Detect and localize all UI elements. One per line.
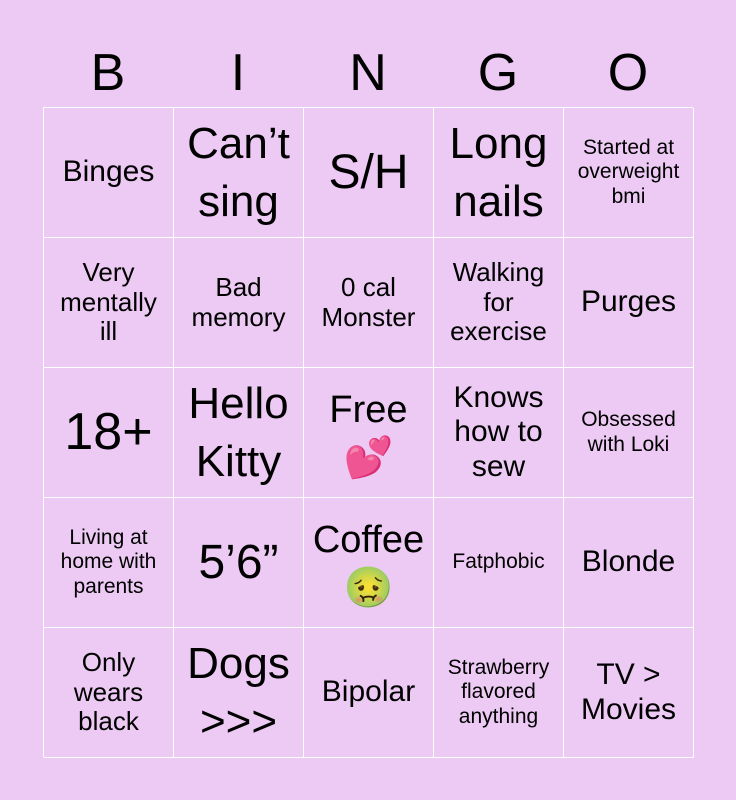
bingo-cell-text: Knows how to sew — [453, 380, 544, 483]
bingo-cell[interactable] — [304, 238, 434, 368]
bingo-cell-text: S/H — [328, 145, 409, 199]
bingo-cell-text: Living at home with parents — [60, 526, 157, 598]
bingo-cell-content — [581, 408, 676, 456]
bingo-cell-content — [313, 515, 424, 610]
bingo-header — [43, 40, 693, 106]
bingo-board — [43, 107, 693, 757]
bingo-cell[interactable] — [434, 498, 564, 628]
bingo-cell[interactable] — [174, 628, 304, 758]
bingo-cell[interactable] — [174, 238, 304, 368]
bingo-cell-content — [578, 136, 680, 208]
bingo-cell[interactable] — [564, 498, 694, 628]
bingo-cell-content — [581, 658, 676, 727]
bingo-cell-content — [453, 381, 543, 485]
bingo-cell-text: Very mentally ill — [60, 256, 157, 347]
bingo-cell[interactable] — [564, 238, 694, 368]
bingo-cell[interactable] — [434, 368, 564, 498]
bingo-cell-content — [322, 675, 415, 710]
bingo-cell-content — [74, 648, 143, 738]
bingo-cell-text: 18+ — [64, 402, 153, 461]
bingo-cell-text: Started at overweight bmi — [577, 136, 680, 208]
bingo-cell-content — [187, 635, 290, 749]
bingo-cell-content — [61, 526, 157, 598]
bingo-cell[interactable] — [44, 238, 174, 368]
bingo-cell-content — [60, 258, 157, 348]
bingo-cell-content — [187, 115, 290, 229]
bingo-cell-content — [448, 656, 550, 728]
bingo-cell-text: Walking for exercise — [450, 256, 547, 347]
bingo-cell-text: Blonde — [581, 545, 676, 579]
bingo-cell-text: Bad memory — [191, 271, 286, 332]
bingo-cell-content — [329, 385, 407, 480]
bingo-cell-content — [450, 258, 547, 348]
bingo-cell[interactable] — [174, 498, 304, 628]
bingo-cell-content — [322, 273, 416, 333]
bingo-cell-text: Can’t sing — [187, 119, 290, 226]
bingo-cell-text: 5’6” — [198, 535, 279, 589]
header-letter-i: I — [230, 44, 246, 102]
bingo-cell-text: Bipolar — [321, 675, 416, 709]
bingo-cell-text: Hello Kitty — [188, 379, 289, 486]
bingo-cell-content — [452, 550, 544, 574]
bingo-cell[interactable] — [564, 628, 694, 758]
bingo-cell-text: Free — [329, 388, 408, 431]
bingo-cell[interactable] — [564, 108, 694, 238]
bingo-cell-text: Obsessed with Loki — [581, 408, 676, 456]
bingo-cell-content — [582, 545, 675, 580]
bingo-cell-content — [328, 145, 408, 200]
bingo-cell-content — [188, 375, 288, 489]
bingo-cell-content — [63, 155, 155, 190]
bingo-cell-text: Coffee — [312, 518, 425, 561]
nauseated-face-emoji-icon: 🤢 — [343, 566, 394, 611]
bingo-cell[interactable] — [44, 628, 174, 758]
bingo-cell-content — [198, 535, 278, 590]
bingo-cell-text: Binges — [62, 155, 155, 189]
bingo-cell-content — [192, 273, 286, 333]
header-letter-g: G — [477, 44, 519, 102]
bingo-cell[interactable] — [304, 368, 434, 498]
bingo-cell-text: 0 cal Monster — [321, 271, 416, 332]
bingo-cell-content — [581, 285, 676, 320]
bingo-cell[interactable] — [304, 498, 434, 628]
bingo-cell-text: TV > Movies — [580, 658, 677, 726]
bingo-cell[interactable] — [44, 108, 174, 238]
bingo-cell-content — [450, 115, 548, 229]
bingo-cell-text: Dogs >>> — [187, 639, 290, 746]
bingo-cell[interactable] — [434, 628, 564, 758]
bingo-cell[interactable] — [44, 498, 174, 628]
two-hearts-emoji-icon: 💕 — [343, 436, 394, 481]
header-letter-b: B — [90, 44, 126, 102]
bingo-cell-content — [64, 403, 152, 463]
header-letter-o: O — [607, 44, 649, 102]
header-letter-n: N — [349, 44, 387, 102]
bingo-cell-text: Strawberry flavored anything — [447, 656, 550, 728]
bingo-cell[interactable] — [174, 368, 304, 498]
bingo-cell[interactable] — [44, 368, 174, 498]
bingo-cell[interactable] — [564, 368, 694, 498]
bingo-cell-text: Fatphobic — [452, 550, 545, 574]
bingo-cell-text: Long nails — [449, 119, 548, 226]
bingo-cell-text: Purges — [580, 285, 677, 319]
bingo-cell[interactable] — [434, 238, 564, 368]
bingo-cell[interactable] — [434, 108, 564, 238]
bingo-cell[interactable] — [304, 108, 434, 238]
bingo-cell-text: Only wears black — [73, 646, 144, 737]
bingo-cell[interactable] — [174, 108, 304, 238]
bingo-cell[interactable] — [304, 628, 434, 758]
